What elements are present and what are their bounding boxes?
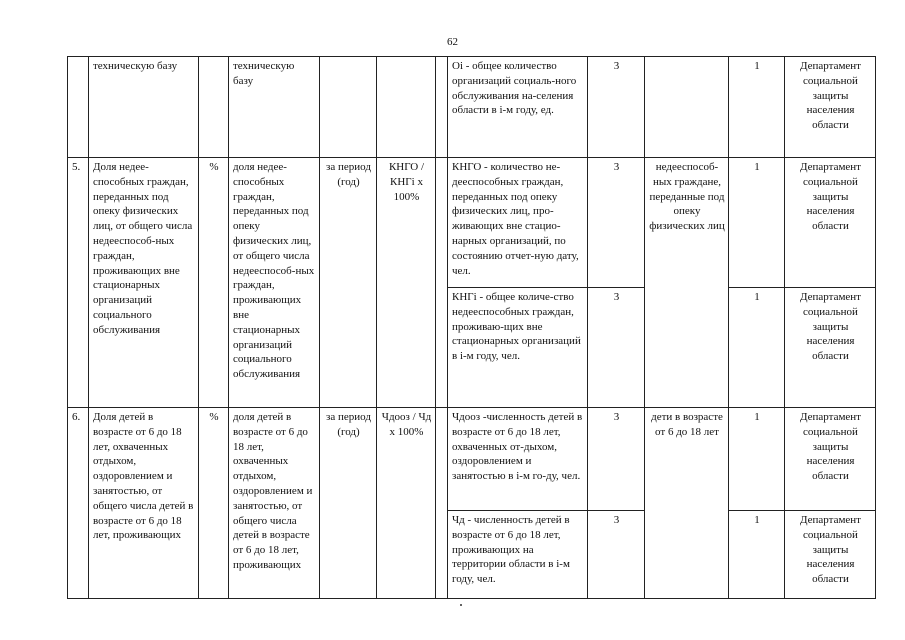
scan-speck — [460, 604, 462, 606]
num-cell — [68, 57, 89, 158]
spacer-cell — [436, 158, 448, 408]
period-cell — [320, 57, 377, 158]
formula: Чдооз / Чд x 100% — [377, 408, 436, 599]
responsible-body: Департамент социальной защиты населения области — [785, 511, 876, 599]
table-row — [68, 408, 876, 511]
page-number: 62 — [447, 36, 458, 48]
spacer-cell — [436, 57, 448, 158]
level-code: 1 — [729, 511, 785, 599]
method-code: 3 — [588, 408, 645, 511]
formula-cell — [377, 57, 436, 158]
unit-cell — [199, 57, 229, 158]
variable-definition: КНГi - общее количе-ство недееспособных граждан, проживаю-щих вне стационарных организаций в i-м году, чел. — [448, 288, 588, 408]
method-code: 3 — [588, 511, 645, 599]
responsible-body: Департамент социальной защиты населения области — [785, 288, 876, 408]
formula: КНГО / КНГi x 100% — [377, 158, 436, 408]
level-code: 1 — [729, 158, 785, 288]
unit: % — [199, 408, 229, 599]
indicator-name: техническую базу — [89, 57, 199, 158]
level-code: 1 — [729, 57, 785, 158]
object-cell — [645, 57, 729, 158]
indicator-definition: доля недее-способных граждан, переданных под опеку физических лиц, от общего числа недееспособ-ных граждан, проживающих вне стационарных организаций социального обслуживания — [229, 158, 320, 408]
table-row — [68, 57, 876, 158]
variable-definition: Чд - численность детей в возрасте от 6 до 18 лет, проживающих на территории области в i-м году, чел. — [448, 511, 588, 599]
indicator-table — [67, 56, 876, 599]
responsible-body: Департамент социальной защиты населения области — [785, 158, 876, 288]
method-code: 3 — [588, 158, 645, 288]
method-code: 3 — [588, 288, 645, 408]
responsible-body: Департамент социальной защиты населения области — [785, 408, 876, 511]
unit: % — [199, 158, 229, 408]
indicator-name: Доля детей в возрасте от 6 до 18 лет, охваченных отдыхом, оздоровлением и занятостью, от общего числа детей в возрасте от 6 до 18 лет, проживающих — [89, 408, 199, 599]
method-code: 3 — [588, 57, 645, 158]
row-number: 5. — [68, 158, 89, 408]
variable-definition: Oi - общее количество организаций социаль-ного обслуживания на-селения области в i-м году, ед. — [448, 57, 588, 158]
indicator-definition: техническую базу — [229, 57, 320, 158]
spacer-cell — [436, 408, 448, 599]
observation-object: недееспособ-ных граждане, переданные под опеку физических лиц — [645, 158, 729, 408]
variable-definition: Чдооз -численность детей в возрасте от 6 до 18 лет, охваченных от-дыхом, оздоровлением и занятостью в i-м го-ду, чел. — [448, 408, 588, 511]
table-row — [68, 158, 876, 288]
observation-object: дети в возрасте от 6 до 18 лет — [645, 408, 729, 599]
variable-definition: КНГО - количество не-дееспособных граждан, переданных под опеку физических лиц, про-живающих вне стацио-нарных организаций, по состоянию отчет-ную дату, чел. — [448, 158, 588, 288]
level-code: 1 — [729, 288, 785, 408]
level-code: 1 — [729, 408, 785, 511]
indicator-name: Доля недее-способных граждан, переданных под опеку физических лиц, от общего числа недееспособ-ных граждан, проживающих вне стационарных организаций социального обслуживания — [89, 158, 199, 408]
period: за период (год) — [320, 158, 377, 408]
responsible-body: Департамент социальной защиты населения области — [785, 57, 876, 158]
row-number: 6. — [68, 408, 89, 599]
period: за период (год) — [320, 408, 377, 599]
indicator-definition: доля детей в возрасте от 6 до 18 лет, охваченных отдыхом, оздоровлением и занятостью, от общего числа детей в возрасте от 6 до 18 лет, проживающих — [229, 408, 320, 599]
